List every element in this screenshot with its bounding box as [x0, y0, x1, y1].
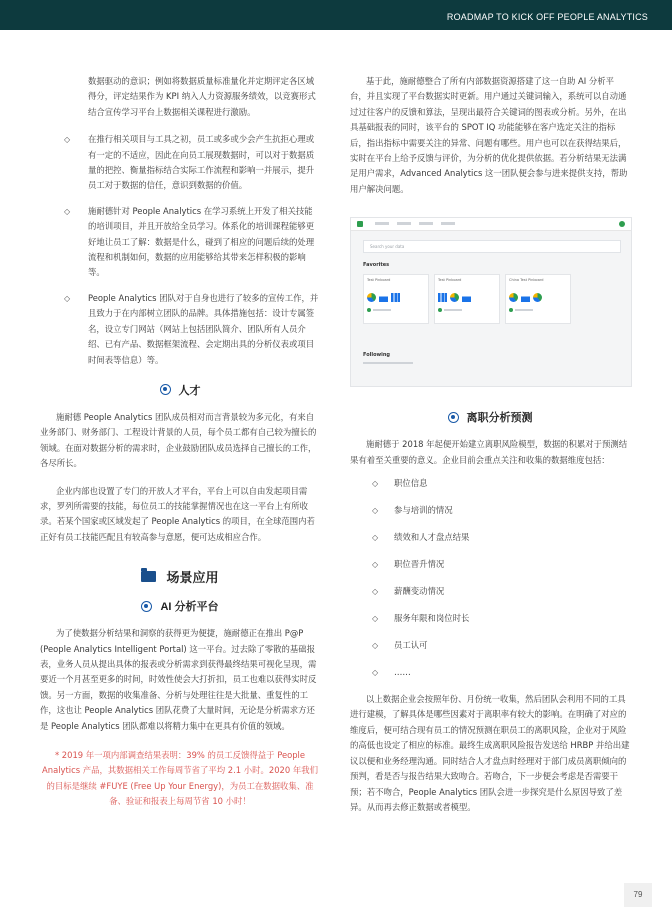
dimension-list	[350, 476, 630, 692]
list-item: ◇ ……	[350, 665, 630, 692]
pinboard-card: Test Pinboard	[363, 274, 429, 324]
favorites-label: Favorites	[363, 262, 390, 269]
diamond-bullet-icon: ◇	[372, 506, 379, 516]
screenshot-topbar	[351, 218, 631, 231]
logo-icon	[357, 221, 363, 227]
bar-chart-icon	[391, 293, 400, 302]
diamond-bullet-icon: ◇	[64, 293, 71, 303]
survey-note: * 2019 年一项内部调查结果表明：39% 的员工反馈得益于 People Analytics 产品，其数据相关工作每周节省了平均 2.1 小时。2020 年我们的目标是继续 #FUYE (Free Up Your Energy)，为员工在数据收集、准备、验证和报表上每周节省 10 小时！	[42, 750, 318, 807]
list-item: ◇ 施耐德针对 People Analytics 在学习系统上开发了相关技能的培训项目，并且开放给全员学习。体系化的培训课程能够更好地让员工了解：数据是什么，碰到了相应的问题后续的处理流程和机制如何，数据的应用能够给其带来怎样积极的影响等。	[64, 205, 315, 278]
bar-chart-icon	[438, 293, 447, 302]
bullet-list	[40, 132, 320, 368]
running-header	[0, 0, 672, 30]
attrition-heading: 离职分析预测	[350, 409, 630, 425]
following-placeholder	[363, 362, 413, 364]
diamond-bullet-icon: ◇	[64, 135, 71, 145]
diamond-bullet-icon: ◇	[372, 560, 379, 570]
pie-chart-icon	[533, 293, 542, 302]
talent-paragraph-1: 施耐德 People Analytics 团队成员相对而言背景较为多元化，有来自业务部门、财务部门、工程设计背景的人员，每个员工都有自己较为擅长的领域。在面对数据分析的需求时，企业鼓励团队成员选择自己擅长的工作，各尽所长。	[40, 411, 317, 469]
pinboard-card: China Test Pinboard	[505, 274, 571, 324]
list-item: ◇ 职位晋升情况	[350, 557, 630, 584]
list-item: ◇ 职位信息	[350, 476, 630, 503]
diamond-bullet-icon: ◇	[372, 533, 379, 543]
talent-heading: 人才	[40, 382, 320, 398]
folder-icon	[141, 571, 156, 582]
page-number: 79	[624, 883, 652, 907]
screenshot-search-box: Search your data	[363, 240, 621, 253]
target-icon	[160, 384, 171, 395]
screenshot-nav	[375, 222, 455, 225]
list-item: ◇ People Analytics 团队对于自身也进行了较多的宣传工作，并且致力于在内部树立团队的品牌。具体措施包括：设计专属签名，设立专门网站（网站上包括团队简介、团队所有人员介绍、已有产品、数据框架流程、会定期出具的分析仪表或项目时间表等信息）等。	[64, 292, 319, 365]
pie-chart-icon	[367, 293, 376, 302]
list-item: ◇ 参与培训的情况	[350, 503, 630, 530]
scene-heading: 场景应用	[40, 567, 320, 586]
pie-chart-icon	[450, 293, 459, 302]
bar-chart-icon	[379, 293, 388, 302]
ai-paragraph-2: 基于此，施耐德整合了所有内部数据资源搭建了这一自助 AI 分析平台，并且实现了平台数据实时更新。用户通过关键词输入，系统可以自动通过过往客户的反馈和算法，呈现出最符合关键词的图表或分析。另外，在出具基础报表的同时，该平台的 SPOT IQ 功能能够在客户选定关注的指标后，指出指标中需要关注的异常、问题有哪些。用户也可以在获得结果后，实时在平台上给予反馈与评价，为分析的优化提供依据。若分析结果无法满足用户需求，Advanced Analytics 这一团队便会参与进来提供支持，帮助用户解决问题。	[350, 76, 628, 194]
diamond-bullet-icon: ◇	[372, 668, 379, 678]
left-column	[40, 74, 320, 810]
diamond-bullet-icon: ◇	[64, 206, 71, 216]
ai-paragraph-1: 为了使数据分析结果和洞察的获得更为便捷，施耐德正在推出 P@P (People Analytics Intelligent Portal) 这一平台。过去除了零散的基础报表，业务人员从提出具体的报表或分析需求到获得最终结果可视化呈现，需要近一个月甚至更多的时间，时效性使会大打折扣，员工也难以获得实时反馈。另一方面，数据的收集准备、分析与处理往往是大批量、重复性的工作，这也让 People Analytics 团队花费了大量时间，无论是分析需求方还是 People Analytics 团队都难以将精力集中在更具有价值的领域。	[40, 628, 317, 731]
list-item: ◇ 员工认可	[350, 638, 630, 665]
list-item: ◇ 在推行相关项目与工具之初，员工或多或少会产生抗拒心理或有一定的不适应，因此在向员工展现数据时，可以对于数据质量的把控、衡量指标结合实际工作流程和影响一并展示，提升员工对于数据的信任，意识到数据的价值。	[64, 134, 315, 191]
bar-chart-icon	[462, 293, 471, 302]
pinboard-cards	[363, 274, 571, 324]
attrition-paragraph-2: 以上数据企业会按照年份、月份统一收集，然后团队会利用不同的工具进行建模，了解具体是哪些因素对于离职率有较大的影响。在明确了对应的维度后，便可结合现有员工的情况预测在职员工的离职风险，企业对于风险的高低也设定了相应的标准。最终生成离职风险报告发送给 HRBP 并给出建议以便和业务经理沟通。同时结合人才盘点时经理对于部门成员离职倾向的预判，看是否与报告结果大致吻合。若吻合，下一步便会考虑是否需要干预；若不吻合，People Analytics 团队会进一步探究是什么原因导致了差异。从而再去修正数据或者模型。	[350, 694, 630, 812]
pie-chart-icon	[509, 293, 518, 302]
bar-chart-icon	[521, 293, 530, 302]
header-title: ROADMAP TO KICK OFF PEOPLE ANALYTICS	[446, 12, 648, 22]
talent-paragraph-2: 企业内部也设置了专门的开放人才平台，平台上可以自由发起项目需求，罗列所需要的技能，每位员工的技能掌握情况也在这一平台上有所收录。若某个国家或区域发起了 People Analytics 的项目，在全球范围内若正好有员工技能匹配且有较高参与意愿，便可达成相应合作。	[40, 485, 315, 542]
right-column	[350, 74, 630, 815]
target-icon	[448, 412, 459, 423]
platform-screenshot	[350, 217, 632, 387]
diamond-bullet-icon: ◇	[372, 641, 379, 651]
intro-paragraph: 数据驱动的意识；例如将数据质量标准量化并定期评定各区域得分，评定结果作为 KPI 纳入人力资源服务绩效，以竞赛形式结合宣传学习平台上数据相关课程进行激励。	[88, 76, 316, 117]
ai-platform-heading: AI 分析平台	[40, 598, 320, 614]
diamond-bullet-icon: ◇	[372, 614, 379, 624]
diamond-bullet-icon: ◇	[372, 479, 379, 489]
avatar-icon	[619, 221, 625, 227]
list-item: ◇ 服务年限和岗位时长	[350, 611, 630, 638]
following-label: Following	[363, 352, 390, 359]
list-item: ◇ 薪酬变动情况	[350, 584, 630, 611]
diamond-bullet-icon: ◇	[372, 587, 379, 597]
attrition-paragraph-1: 施耐德于 2018 年起便开始建立离职风险模型，数据的积累对于预测结果有着至关重要的意义。企业目前会重点关注和收集的数据维度包括：	[350, 439, 628, 465]
target-icon	[141, 601, 152, 612]
pinboard-card: Test Pinboard	[434, 274, 500, 324]
list-item: ◇ 绩效和人才盘点结果	[350, 530, 630, 557]
